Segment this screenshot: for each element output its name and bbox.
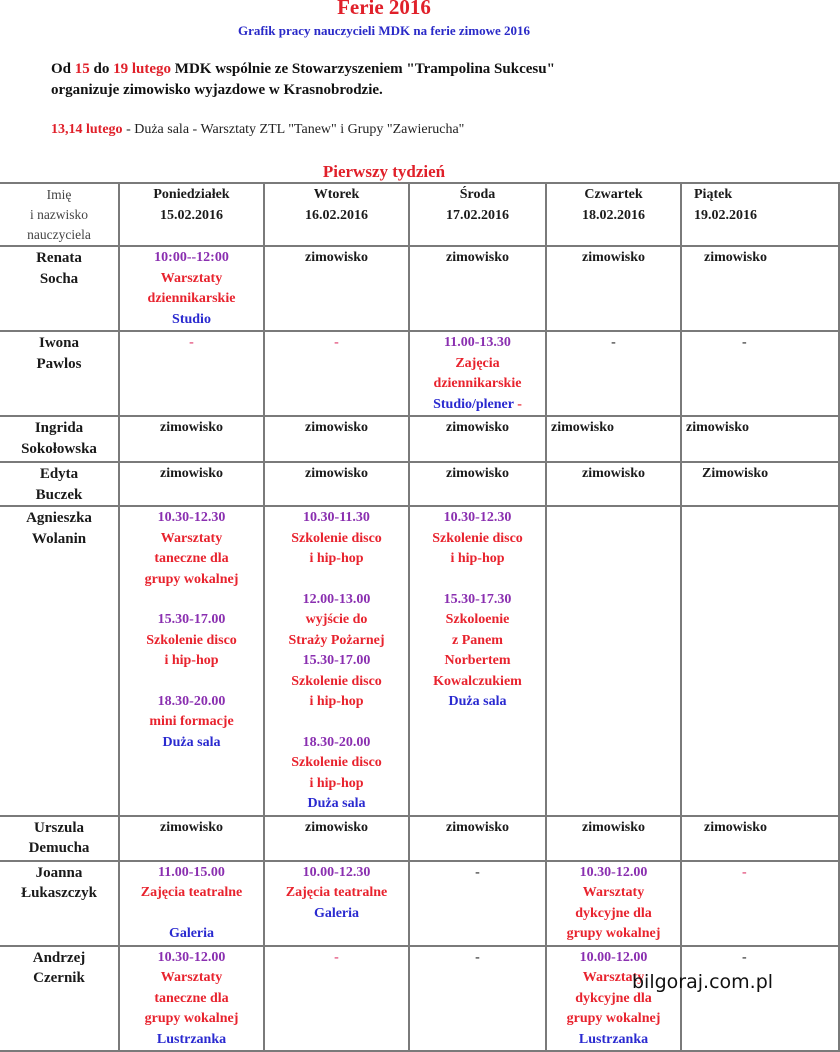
teacher-name-cell bbox=[0, 816, 119, 861]
schedule-cell bbox=[119, 246, 264, 331]
time-range: 10.00-12.30 bbox=[302, 864, 371, 880]
status-text: zimowisko bbox=[446, 466, 509, 481]
place: Galeria bbox=[313, 905, 360, 921]
status-text: zimowisko bbox=[704, 250, 767, 265]
spacer bbox=[122, 904, 261, 924]
column-header-wednesday bbox=[409, 183, 546, 246]
activity: dziennikarskie bbox=[433, 376, 522, 391]
activity: Szkolenie disco bbox=[291, 755, 382, 770]
column-header-friday bbox=[681, 183, 839, 246]
schedule-cell bbox=[681, 946, 839, 1052]
schedule-cell bbox=[681, 816, 839, 861]
place: Lustrzanka bbox=[156, 1031, 227, 1047]
intro-text: MDK wspólnie ze Stowarzyszeniem "Trampolina Sukcesu" bbox=[171, 61, 555, 77]
spacer bbox=[267, 713, 406, 733]
teacher-last-name: Sokołowska bbox=[21, 440, 97, 457]
schedule-cell bbox=[681, 506, 839, 816]
schedule-cell bbox=[264, 416, 409, 462]
place-line bbox=[412, 395, 543, 416]
activity: Warsztaty bbox=[160, 270, 223, 286]
place: Duża sala bbox=[307, 796, 366, 811]
activity: grupy wokalnej bbox=[144, 571, 239, 587]
activity: i hip-hop bbox=[309, 551, 364, 566]
schedule-cell bbox=[409, 331, 546, 416]
activity: Szkolenie disco bbox=[432, 530, 523, 546]
activity: Zajęcia teatralne bbox=[285, 885, 388, 900]
intro-date-from: 15 bbox=[74, 61, 90, 77]
time-range: 15.30-17.30 bbox=[443, 591, 512, 607]
schedule-cell bbox=[546, 946, 681, 1052]
activity: Norbertem bbox=[444, 653, 511, 668]
column-header-name bbox=[0, 183, 119, 246]
schedule-cell bbox=[264, 946, 409, 1052]
schedule-cell bbox=[681, 246, 839, 331]
day-name: Środa bbox=[459, 187, 496, 202]
intro-text-line2: organizuje zimowisko wyjazdowe w Krasnobrodzie. bbox=[51, 82, 383, 98]
activity: i hip-hop bbox=[309, 694, 364, 709]
teacher-name-cell bbox=[0, 416, 119, 462]
time-range: 10.30-12.00 bbox=[157, 949, 226, 965]
status-text: zimowisko bbox=[305, 420, 368, 435]
teacher-name-cell bbox=[0, 246, 119, 331]
schedule-cell bbox=[264, 462, 409, 506]
schedule-cell bbox=[264, 246, 409, 331]
activity: Warsztaty bbox=[160, 530, 223, 546]
empty-dash: - bbox=[334, 335, 339, 350]
schedule-cell bbox=[119, 861, 264, 946]
table-header-row bbox=[0, 183, 839, 246]
status-text: zimowisko bbox=[160, 819, 223, 835]
activity: taneczne dla bbox=[154, 551, 229, 566]
info-line bbox=[51, 120, 741, 140]
teacher-first-name: Andrzej bbox=[32, 949, 86, 966]
time-range: 15.30-17.00 bbox=[302, 653, 371, 668]
schedule-cell bbox=[409, 816, 546, 861]
schedule-cell bbox=[546, 506, 681, 816]
day-name: Czwartek bbox=[584, 187, 643, 202]
time-range: 18.30-20.00 bbox=[302, 734, 371, 750]
activity: Warsztaty bbox=[160, 970, 223, 985]
time-range: 10.30-12.30 bbox=[157, 510, 226, 525]
place: Studio/plener bbox=[433, 396, 514, 412]
activity: wyjście do bbox=[305, 612, 368, 627]
place: Lustrzanka bbox=[578, 1031, 649, 1047]
info-dates: 13,14 lutego bbox=[51, 122, 123, 137]
teacher-first-name: Urszula bbox=[34, 819, 84, 836]
activity: grupy wokalnej bbox=[144, 1011, 239, 1026]
schedule-cell bbox=[119, 946, 264, 1052]
teacher-last-name: Pawlos bbox=[36, 355, 82, 372]
header-text: nauczyciela bbox=[27, 227, 91, 242]
header-text: i nazwisko bbox=[29, 207, 89, 222]
schedule-cell bbox=[546, 462, 681, 506]
table-row bbox=[0, 946, 839, 1052]
schedule-cell bbox=[546, 861, 681, 946]
teacher-name-cell bbox=[0, 462, 119, 506]
status-text: zimowisko bbox=[704, 819, 767, 835]
schedule-table bbox=[0, 182, 840, 1052]
status-text: zimowisko bbox=[551, 420, 614, 435]
table-row bbox=[0, 331, 839, 416]
spacer bbox=[267, 570, 406, 590]
schedule-cell bbox=[681, 331, 839, 416]
activity: Zajęcia bbox=[455, 355, 500, 371]
teacher-name-cell bbox=[0, 861, 119, 946]
page-title: Ferie 2016 bbox=[337, 0, 431, 19]
day-name: Piątek bbox=[694, 187, 733, 202]
activity: mini formacje bbox=[149, 714, 234, 729]
spacer bbox=[122, 590, 261, 610]
schedule-cell bbox=[409, 246, 546, 331]
page-subtitle: Grafik pracy nauczycieli MDK na ferie zimowe 2016 bbox=[237, 23, 531, 38]
schedule-cell bbox=[409, 506, 546, 816]
time-range: 15.30-17.00 bbox=[157, 612, 226, 627]
intro-text: do bbox=[89, 61, 114, 77]
activity: i hip-hop bbox=[450, 551, 505, 566]
schedule-cell bbox=[546, 416, 681, 462]
activity: Szkolenie disco bbox=[146, 632, 237, 648]
activity: z Panem bbox=[452, 632, 503, 648]
activity: taneczne dla bbox=[154, 990, 229, 1006]
teacher-last-name: Łukaszczyk bbox=[21, 885, 97, 901]
teacher-last-name: Demucha bbox=[28, 840, 90, 856]
status-text: zimowisko bbox=[446, 420, 509, 435]
day-date: 15.02.2016 bbox=[160, 207, 223, 223]
intro-date-to: 19 lutego bbox=[113, 61, 172, 77]
status-text: zimowisko bbox=[446, 819, 509, 835]
status-text: zimowisko bbox=[160, 420, 223, 435]
status-text: zimowisko bbox=[305, 466, 368, 481]
spacer bbox=[412, 570, 543, 590]
status-text: zimowisko bbox=[446, 250, 509, 265]
teacher-last-name: Czernik bbox=[33, 970, 85, 986]
empty-dash: - bbox=[189, 335, 194, 350]
column-header-tuesday bbox=[264, 183, 409, 246]
status-text: zimowisko bbox=[686, 420, 749, 435]
table-row bbox=[0, 861, 839, 946]
activity: grupy wokalnej bbox=[566, 926, 661, 941]
schedule-cell bbox=[264, 506, 409, 816]
time-range: 10.30-12.00 bbox=[579, 864, 648, 880]
dash-suffix: - bbox=[513, 396, 522, 412]
activity: Szkolenie disco bbox=[291, 530, 382, 546]
table-row bbox=[0, 462, 839, 506]
status-text: zimowisko bbox=[305, 250, 368, 265]
day-name: Wtorek bbox=[313, 187, 360, 202]
schedule-cell bbox=[119, 462, 264, 506]
schedule-cell bbox=[264, 861, 409, 946]
day-date: 16.02.2016 bbox=[305, 207, 368, 223]
teacher-first-name: Ingrida bbox=[34, 420, 84, 436]
column-header-monday bbox=[119, 183, 264, 246]
schedule-cell bbox=[409, 861, 546, 946]
time-range: 11.00-15.00 bbox=[158, 864, 225, 880]
teacher-last-name: Buczek bbox=[35, 486, 83, 503]
schedule-cell bbox=[409, 416, 546, 462]
place: Studio bbox=[172, 311, 211, 327]
status-text: zimowisko bbox=[582, 466, 645, 481]
day-date: 19.02.2016 bbox=[694, 207, 757, 223]
teacher-last-name: Socha bbox=[39, 270, 79, 287]
status-text: zimowisko bbox=[305, 819, 368, 835]
empty-dash: - bbox=[334, 949, 339, 965]
teacher-first-name: Joanna bbox=[35, 864, 83, 881]
activity: Szkoloenie bbox=[445, 612, 510, 627]
activity: Zajęcia teatralne bbox=[140, 885, 243, 900]
day-name: Poniedziałek bbox=[153, 187, 230, 202]
schedule-cell bbox=[409, 946, 546, 1052]
activity: grupy wokalnej bbox=[566, 1011, 661, 1026]
activity: Kowalczukiem bbox=[433, 673, 522, 689]
schedule-cell bbox=[681, 462, 839, 506]
empty-dash: - bbox=[611, 335, 616, 350]
teacher-first-name: Renata bbox=[36, 250, 82, 266]
teacher-name-cell bbox=[0, 506, 119, 816]
teacher-name-cell bbox=[0, 946, 119, 1052]
teacher-first-name: Agnieszka bbox=[26, 510, 92, 526]
activity: i hip-hop bbox=[309, 775, 364, 791]
activity: Warsztaty bbox=[582, 885, 645, 900]
status-text: zimowisko bbox=[160, 466, 223, 481]
spacer bbox=[122, 672, 261, 692]
schedule-cell bbox=[264, 816, 409, 861]
column-header-thursday bbox=[546, 183, 681, 246]
schedule-cell bbox=[264, 331, 409, 416]
schedule-cell bbox=[546, 816, 681, 861]
site-watermark: bilgoraj.com.pl bbox=[632, 971, 774, 993]
time-range: 10.30-11.30 bbox=[303, 510, 370, 525]
time-range: 10:00--12:00 bbox=[154, 250, 229, 265]
header-text: Imię bbox=[46, 187, 72, 202]
day-date: 18.02.2016 bbox=[582, 207, 645, 223]
schedule-cell bbox=[119, 506, 264, 816]
schedule-cell bbox=[119, 416, 264, 462]
place: Duża sala bbox=[448, 694, 507, 709]
empty-dash: - bbox=[742, 949, 747, 965]
time-range: 10.30-12.30 bbox=[443, 510, 512, 525]
table-row bbox=[0, 816, 839, 861]
intro-paragraph bbox=[51, 59, 741, 101]
teacher-name-cell bbox=[0, 331, 119, 416]
schedule-cell bbox=[409, 462, 546, 506]
table-row bbox=[0, 416, 839, 462]
empty-dash: - bbox=[475, 864, 480, 880]
activity: Szkolenie disco bbox=[291, 673, 382, 689]
place: Duża sala bbox=[162, 734, 221, 750]
activity: dykcyjne dla bbox=[575, 905, 652, 921]
time-range: 12.00-13.00 bbox=[302, 591, 371, 607]
activity: Straży Pożarnej bbox=[288, 632, 385, 648]
empty-dash: - bbox=[475, 949, 480, 965]
time-range: 10.00-12.00 bbox=[579, 949, 648, 965]
place: Galeria bbox=[168, 925, 215, 941]
teacher-first-name: Iwona bbox=[38, 335, 79, 351]
intro-text: Od bbox=[51, 61, 75, 77]
activity: Warsztaty bbox=[582, 970, 645, 985]
status-text: zimowisko bbox=[582, 250, 645, 265]
empty-dash: - bbox=[742, 864, 747, 880]
teacher-last-name: Wolanin bbox=[31, 530, 87, 547]
status-text: zimowisko bbox=[582, 819, 645, 835]
schedule-cell bbox=[119, 331, 264, 416]
table-row bbox=[0, 246, 839, 331]
schedule-cell bbox=[119, 816, 264, 861]
activity: i hip-hop bbox=[164, 653, 219, 668]
schedule-cell bbox=[681, 861, 839, 946]
status-text: Zimowisko bbox=[702, 466, 769, 481]
week-title: Pierwszy tydzień bbox=[322, 162, 446, 181]
teacher-first-name: Edyta bbox=[39, 466, 79, 482]
activity: dziennikarskie bbox=[147, 291, 236, 306]
schedule-cell bbox=[546, 246, 681, 331]
table-row bbox=[0, 506, 839, 816]
info-text: - Duża sala - Warsztaty ZTL "Tanew" i Grupy "Zawierucha" bbox=[122, 122, 465, 137]
time-range: 18.30-20.00 bbox=[157, 693, 226, 709]
schedule-cell bbox=[681, 416, 839, 462]
day-date: 17.02.2016 bbox=[446, 207, 509, 223]
activity: dykcyjne dla bbox=[575, 990, 652, 1006]
schedule-cell bbox=[546, 331, 681, 416]
time-range: 11.00-13.30 bbox=[444, 335, 511, 350]
empty-dash: - bbox=[742, 335, 747, 350]
